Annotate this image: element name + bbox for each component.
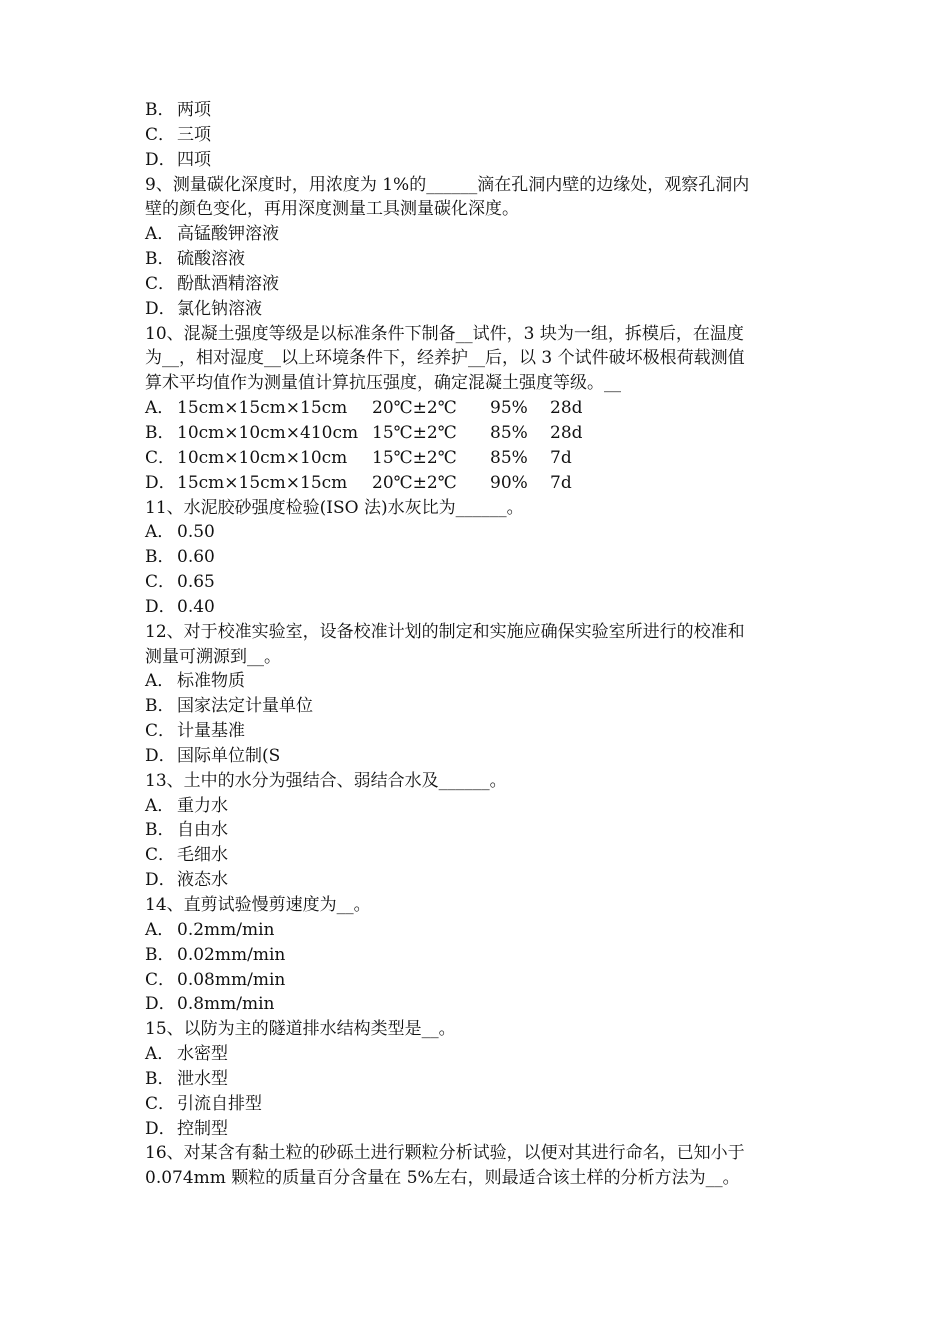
option-line xyxy=(145,272,815,297)
option-label: B． xyxy=(145,547,175,568)
option-table-row xyxy=(145,446,815,471)
option-text: 标准物质 xyxy=(177,671,245,692)
option-text: 自由水 xyxy=(177,820,228,841)
question-text-line: 算术平均值作为测量值计算抗压强度，确定混凝土强度等级。__ xyxy=(145,373,621,394)
option-text: 两项 xyxy=(177,100,211,120)
option-text: 酚酞酒精溶液 xyxy=(177,273,279,294)
question-text-line: 14、直剪试验慢剪速度为__。 xyxy=(145,895,371,915)
option-label: A． xyxy=(145,398,175,419)
question-text-line: 9、测量碳化深度时，用浓度为 1%的______滴在孔洞内壁的边缘处，观察孔洞内 xyxy=(145,174,750,195)
option-text: 液态水 xyxy=(177,870,228,891)
option-label: D． xyxy=(145,994,176,1015)
option-text: 0.50 xyxy=(177,522,215,543)
option-line xyxy=(145,123,815,148)
option-text: 0.02mm/min xyxy=(177,944,286,965)
option-text: 氯化钠溶液 xyxy=(177,298,262,319)
option-label: C． xyxy=(145,273,176,294)
option-label: B． xyxy=(145,100,175,120)
option-cell: 10cm×10cm×10cm xyxy=(177,447,348,468)
option-label: C． xyxy=(145,969,176,990)
question-text-line: 15、以防为主的隧道排水结构类型是__。 xyxy=(145,1019,456,1040)
option-text: 0.40 xyxy=(177,596,215,617)
option-text: 高锰酸钾溶液 xyxy=(177,224,279,245)
option-label: B． xyxy=(145,422,175,443)
option-line xyxy=(145,843,815,868)
option-line xyxy=(145,1117,815,1142)
option-text: 四项 xyxy=(177,149,211,170)
option-line xyxy=(145,1092,815,1117)
option-text: 控制型 xyxy=(177,1118,228,1139)
option-label: B． xyxy=(145,696,175,717)
option-cell: 90% xyxy=(490,472,528,493)
option-label: B． xyxy=(145,249,175,270)
option-text: 0.8mm/min xyxy=(177,994,275,1015)
option-line xyxy=(145,247,815,272)
option-label: B． xyxy=(145,1068,175,1089)
option-cell: 15℃±2℃ xyxy=(372,422,457,443)
option-line xyxy=(145,1067,815,1092)
option-label: C． xyxy=(145,1093,176,1114)
option-text: 重力水 xyxy=(177,795,228,816)
option-cell: 10cm×10cm×410cm xyxy=(177,422,359,443)
option-cell: 7d xyxy=(550,447,572,468)
option-label: A． xyxy=(145,224,175,245)
question-text-line: 0.074mm 颗粒的质量百分含量在 5%左右，则最适合该土样的分析方法为__。 xyxy=(145,1168,740,1189)
option-cell: 20℃±2℃ xyxy=(372,398,457,419)
option-line xyxy=(145,148,815,173)
option-text: 引流自排型 xyxy=(177,1093,262,1114)
option-label: C． xyxy=(145,721,176,742)
option-text: 计量基准 xyxy=(177,721,245,742)
option-text: 毛细水 xyxy=(177,845,228,866)
option-line xyxy=(145,595,815,620)
option-cell: 7d xyxy=(550,472,572,493)
document-page xyxy=(145,98,815,1191)
question-text-line: 为__，相对湿度__以上环境条件下，经养护__后，以 3 个试件破坏极根荷载测值 xyxy=(145,348,745,369)
option-line xyxy=(145,98,815,123)
question-text-line: 12、对于校准实验室，设备校准计划的制定和实施应确保实验室所进行的校准和 xyxy=(145,621,745,642)
option-line xyxy=(145,818,815,843)
option-cell: 85% xyxy=(490,422,528,443)
option-text: 水密型 xyxy=(177,1044,228,1065)
question-list xyxy=(145,98,815,1191)
option-label: D． xyxy=(145,596,176,617)
option-line xyxy=(145,694,815,719)
option-table-row xyxy=(145,421,815,446)
option-cell: 95% xyxy=(490,398,528,419)
option-line xyxy=(145,744,815,769)
option-label: B． xyxy=(145,944,175,965)
option-line xyxy=(145,868,815,893)
option-table-row xyxy=(145,396,815,421)
option-table-row xyxy=(145,471,815,496)
question-text-line: 10、混凝土强度等级是以标准条件下制备__试件，3 块为一组，拆模后，在温度 xyxy=(145,323,744,344)
option-label: B． xyxy=(145,820,175,841)
option-label: A． xyxy=(145,1044,175,1065)
option-line xyxy=(145,669,815,694)
option-line xyxy=(145,719,815,744)
question-text-line: 13、土中的水分为强结合、弱结合水及______。 xyxy=(145,770,507,791)
option-cell: 28d xyxy=(550,422,583,443)
question-text-line: 测量可溯源到__。 xyxy=(145,646,281,667)
question-text-line: 11、水泥胶砂强度检验(ISO 法)水灰比为______。 xyxy=(145,497,524,518)
option-line xyxy=(145,992,815,1017)
option-label: C． xyxy=(145,124,176,145)
option-text: 泄水型 xyxy=(177,1068,228,1089)
option-line xyxy=(145,1042,815,1067)
option-cell: 15cm×15cm×15cm xyxy=(177,398,348,419)
option-label: D． xyxy=(145,1118,176,1139)
option-cell: 15℃±2℃ xyxy=(372,447,457,468)
option-cell: 85% xyxy=(490,447,528,468)
option-line xyxy=(145,222,815,247)
option-label: A． xyxy=(145,919,175,940)
option-label: D． xyxy=(145,870,176,891)
option-line xyxy=(145,297,815,322)
option-label: A． xyxy=(145,522,175,543)
option-label: D． xyxy=(145,298,176,319)
option-line xyxy=(145,968,815,993)
option-label: C． xyxy=(145,447,176,468)
option-text: 国家法定计量单位 xyxy=(177,696,313,717)
option-cell: 15cm×15cm×15cm xyxy=(177,472,348,493)
question-text-line: 壁的颜色变化，再用深度测量工具测量碳化深度。 xyxy=(145,199,519,220)
option-line xyxy=(145,520,815,545)
option-line xyxy=(145,918,815,943)
option-label: A． xyxy=(145,795,175,816)
option-text: 国际单位制(S xyxy=(177,745,281,766)
option-line xyxy=(145,794,815,819)
option-cell: 20℃±2℃ xyxy=(372,472,457,493)
option-text: 0.65 xyxy=(177,572,215,593)
option-label: C． xyxy=(145,572,176,593)
option-text: 三项 xyxy=(177,124,211,145)
option-text: 0.2mm/min xyxy=(177,919,275,940)
option-line xyxy=(145,545,815,570)
option-text: 0.08mm/min xyxy=(177,969,286,990)
option-line xyxy=(145,943,815,968)
option-label: D． xyxy=(145,149,176,170)
option-text: 硫酸溶液 xyxy=(177,249,245,270)
option-label: C． xyxy=(145,845,176,866)
option-line xyxy=(145,570,815,595)
question-text-line: 16、对某含有黏土粒的砂砾土进行颗粒分析试验，以便对其进行命名，已知小于 xyxy=(145,1143,745,1164)
option-label: D． xyxy=(145,472,176,493)
option-cell: 28d xyxy=(550,398,583,419)
option-label: D． xyxy=(145,745,176,766)
option-label: A． xyxy=(145,671,175,692)
option-text: 0.60 xyxy=(177,547,215,568)
